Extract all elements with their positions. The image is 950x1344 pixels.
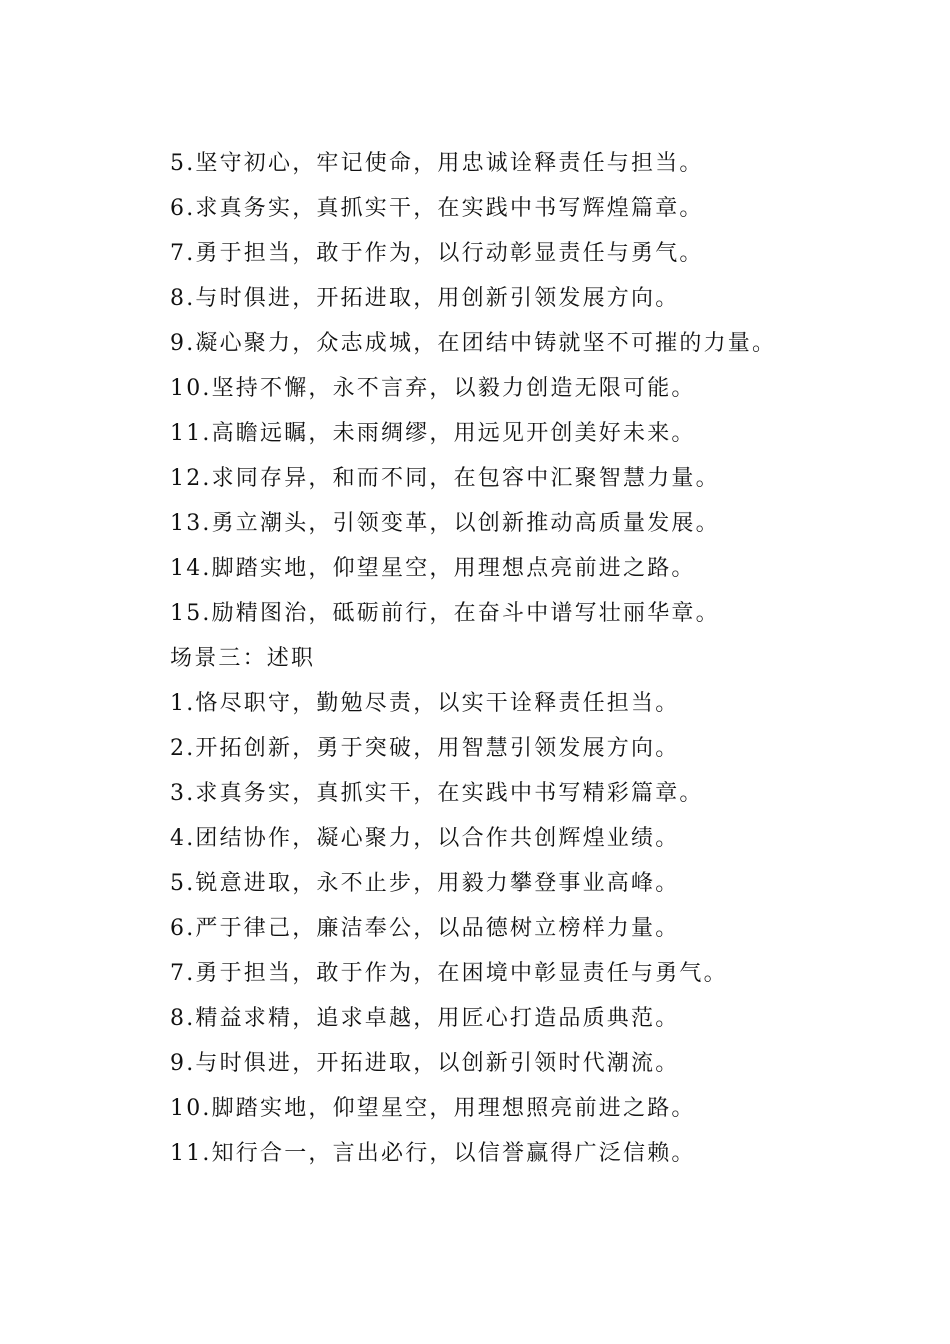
list-item: 12.求同存异，和而不同，在包容中汇聚智慧力量。: [170, 466, 720, 491]
list-item: 10.坚持不懈，永不言弃，以毅力创造无限可能。: [170, 376, 696, 401]
list-item: 5.坚守初心，牢记使命，用忠诚诠释责任与担当。: [170, 151, 704, 176]
list-item: 11.知行合一，言出必行，以信誉赢得广泛信赖。: [170, 1141, 696, 1166]
list-item: 7.勇于担当，敢于作为，以行动彰显责任与勇气。: [170, 241, 704, 266]
list-item: 8.精益求精，追求卓越，用匠心打造品质典范。: [170, 1006, 680, 1031]
list-item: 10.脚踏实地，仰望星空，用理想照亮前进之路。: [170, 1096, 696, 1121]
list-item: 14.脚踏实地，仰望星空，用理想点亮前进之路。: [170, 556, 696, 581]
list-item: 2.开拓创新，勇于突破，用智慧引领发展方向。: [170, 736, 680, 761]
list-item: 13.勇立潮头，引领变革，以创新推动高质量发展。: [170, 511, 720, 536]
document-body: [170, 141, 890, 1176]
list-item: 7.勇于担当，敢于作为，在困境中彰显责任与勇气。: [170, 961, 728, 986]
list-item: 15.励精图治，砥砺前行，在奋斗中谱写壮丽华章。: [170, 601, 720, 626]
list-item: 9.与时俱进，开拓进取，以创新引领时代潮流。: [170, 1051, 680, 1076]
list-item: 6.严于律己，廉洁奉公，以品德树立榜样力量。: [170, 916, 680, 941]
list-item: 11.高瞻远瞩，未雨绸缪，用远见开创美好未来。: [170, 421, 696, 446]
list-item: 3.求真务实，真抓实干，在实践中书写精彩篇章。: [170, 781, 704, 806]
list-item: 1.恪尽职守，勤勉尽责，以实干诠释责任担当。: [170, 691, 680, 716]
section-heading: 场景三：述职: [170, 646, 316, 671]
list-item: 4.团结协作，凝心聚力，以合作共创辉煌业绩。: [170, 826, 680, 851]
list-item: 8.与时俱进，开拓进取，用创新引领发展方向。: [170, 286, 680, 311]
list-item: 6.求真务实，真抓实干，在实践中书写辉煌篇章。: [170, 196, 704, 221]
list-item: 5.锐意进取，永不止步，用毅力攀登事业高峰。: [170, 871, 680, 896]
list-item: 9.凝心聚力，众志成城，在团结中铸就坚不可摧的力量。: [170, 331, 777, 356]
